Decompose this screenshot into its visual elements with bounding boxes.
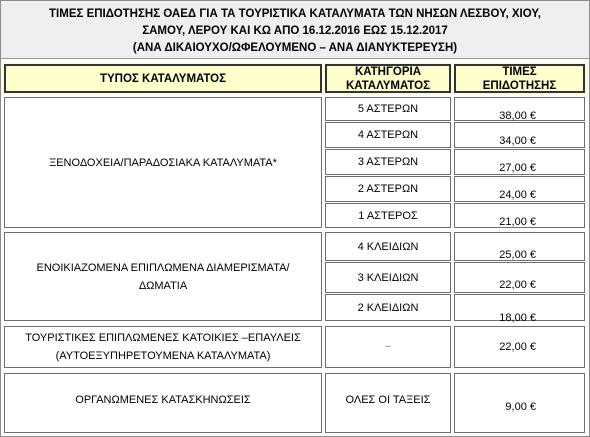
category-label: – — [385, 341, 391, 352]
header-type — [4, 64, 322, 93]
type-label-line-2: ΔΩΜΑΤΙΑ — [138, 279, 188, 292]
price-cell — [454, 176, 585, 202]
category-label: 3 ΚΛΕΙΔΙΩΝ — [357, 271, 419, 284]
price-cell — [454, 326, 585, 368]
price-cell — [454, 203, 585, 228]
category-label: 2 ΚΛΕΙΔΙΩΝ — [357, 301, 419, 314]
category-cell — [325, 262, 451, 293]
category-label: 4 ΚΛΕΙΔΙΩΝ — [357, 240, 419, 253]
header-price-line-1: ΤΙΜΕΣ — [502, 65, 537, 78]
category-label: 5 ΑΣΤΕΡΩΝ — [357, 103, 419, 115]
category-cell — [325, 373, 451, 433]
price-value: 34,00 € — [499, 135, 536, 147]
price-cell — [454, 373, 585, 433]
price-cell — [454, 149, 585, 175]
category-label: 4 ΑΣΤΕΡΩΝ — [357, 129, 419, 141]
category-cell — [325, 122, 451, 148]
price-value: 9,00 € — [505, 401, 536, 413]
type-cell-camping — [4, 373, 322, 433]
title-line-1: ΤΙΜΕΣ ΕΠΙΔΟΤΗΣΗΣ ΟΑΕΔ ΓΙΑ ΤΑ ΤΟΥΡΙΣΤΙΚΑ ΚΑΤΑΛΥΜΑΤΑ ΤΩΝ ΝΗΣΩΝ ΛΕΣΒΟΥ, ΧΙΟΥ, — [49, 8, 541, 20]
category-cell — [325, 326, 451, 368]
type-label: ΟΡΓΑΝΩΜΕΝΕΣ ΚΑΤΑΣΚΗΝΩΣΕΙΣ — [75, 394, 251, 406]
price-value: 21,00 € — [499, 215, 536, 228]
price-value: 22,00 € — [499, 278, 536, 291]
category-cell — [325, 294, 451, 321]
category-cell — [325, 149, 451, 175]
price-cell — [454, 97, 585, 121]
price-cell — [454, 294, 585, 324]
category-label: 3 ΑΣΤΕΡΩΝ — [357, 156, 419, 168]
type-cell-rooms — [4, 232, 322, 321]
price-value: 18,00 € — [499, 311, 536, 324]
type-label-line-1: ΤΟΥΡΙΣΤΙΚΕΣ ΕΠΙΠΛΩΜΕΝΕΣ ΚΑΤΟΙΚΙΕΣ –ΕΠΑΥΛΕΙΣ — [25, 332, 301, 344]
category-label: 1 ΑΣΤΕΡΟΣ — [358, 209, 418, 222]
header-price-line-2: ΕΠΙΔΟΤΗΣΗΣ — [482, 79, 557, 92]
price-value: 27,00 € — [499, 162, 536, 174]
price-value: 22,00 € — [499, 341, 536, 353]
type-cell-hotels — [4, 97, 322, 228]
price-value: 25,00 € — [499, 248, 536, 261]
type-cell-villas — [4, 326, 322, 368]
table-title — [1, 1, 589, 59]
header-category-line-1: ΚΑΤΗΓΟΡΙΑ — [354, 65, 421, 78]
category-label: 2 ΑΣΤΕΡΩΝ — [357, 183, 419, 195]
type-label-line-1: ΕΝΟΙΚΙΑΖΟΜΕΝΑ ΕΠΙΠΛΩΜΕΝΑ ΔΙΑΜΕΡΙΣΜΑΤΑ/ — [36, 261, 290, 274]
category-cell — [325, 203, 451, 228]
price-cell — [454, 232, 585, 261]
type-label-line-2: (ΑΥΤΟΕΞΥΠΗΡΕΤΟΥΜΕΝΑ ΚΑΤΑΛΥΜΑΤΑ) — [55, 350, 271, 362]
category-cell — [325, 176, 451, 202]
category-label: ΟΛΕΣ ΟΙ ΤΑΞΕΙΣ — [345, 394, 431, 406]
price-value: 38,00 € — [499, 110, 536, 122]
header-category — [325, 64, 451, 93]
header-price — [454, 64, 585, 93]
header-type-label: ΤΥΠΟΣ ΚΑΤΑΛΥΜΑΤΟΣ — [99, 72, 227, 85]
price-cell — [454, 122, 585, 148]
category-cell — [325, 232, 451, 261]
header-category-line-2: ΚΑΤΑΛΥΜΑΤΟΣ — [345, 79, 431, 92]
type-label: ΞΕΝΟΔΟΧΕΙΑ/ΠΑΡΑΔΟΣΙΑΚΑ ΚΑΤΑΛΥΜΑΤΑ* — [49, 156, 277, 169]
title-line-2: ΣΑΜΟΥ, ΛΕΡΟΥ ΚΑΙ ΚΩ ΑΠΟ 16.12.2016 ΕΩΣ 15.12.2017 — [142, 25, 448, 37]
title-line-3: (ΑΝΑ ΔΙΚΑΙΟΥΧΟ/ΩΦΕΛΟΥΜΕΝΟ – ΑΝΑ ΔΙΑΝΥΚΤΕΡΕΥΣΗ) — [132, 42, 458, 54]
price-value: 24,00 € — [499, 189, 536, 201]
price-cell — [454, 262, 585, 293]
category-cell — [325, 97, 451, 121]
